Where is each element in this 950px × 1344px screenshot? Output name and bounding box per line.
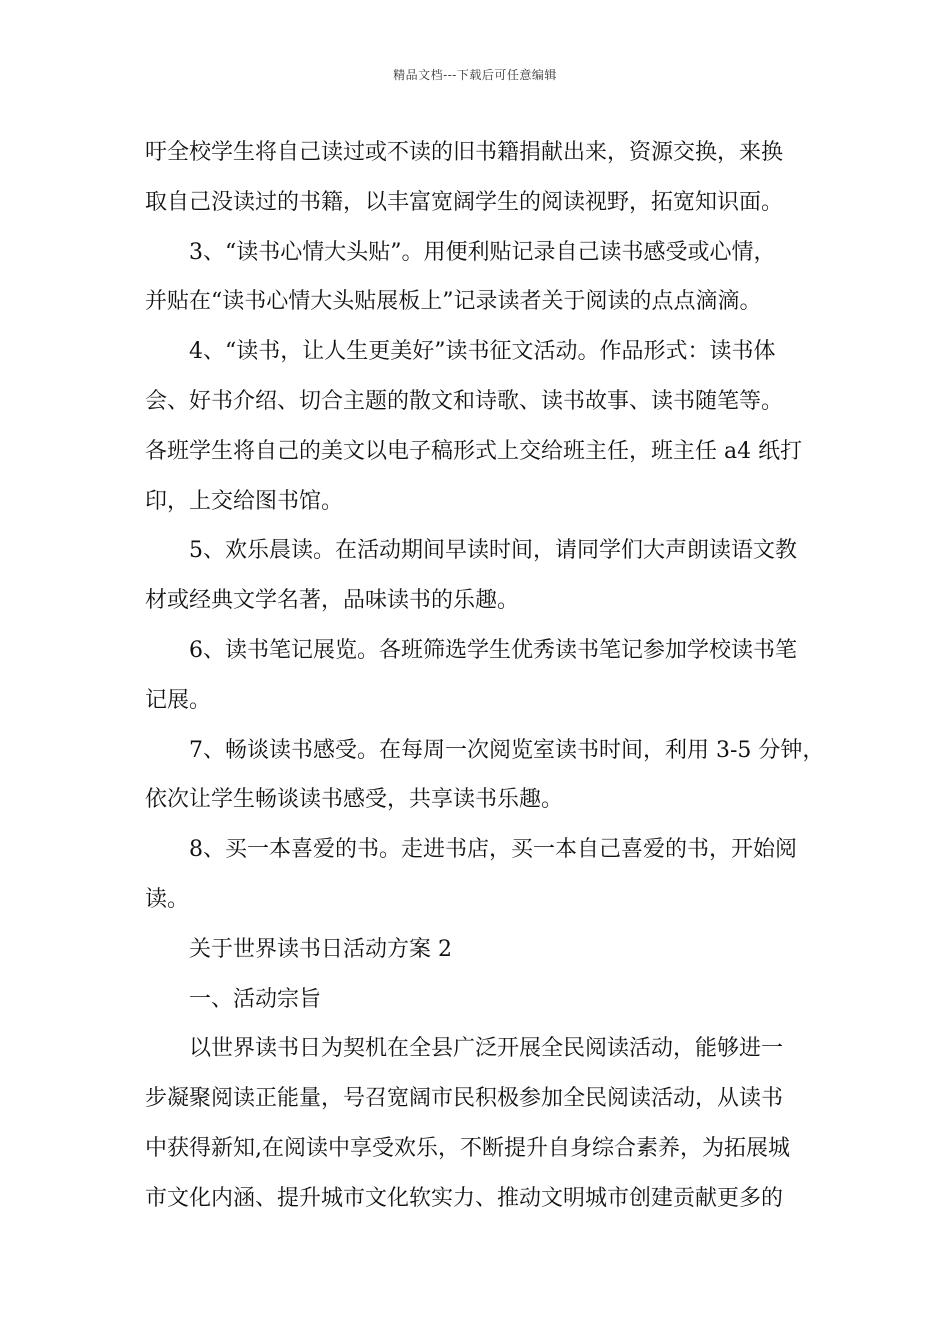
text-line: 会、好书介绍、切合主题的散文和诗歌、读书故事、读书随笔等。 — [145, 388, 784, 414]
text-line: 吁全校学生将自己读过或不读的旧书籍捐献出来，资源交换，来换 — [145, 140, 784, 165]
text-line: 印，上交给图书馆。 — [145, 488, 344, 514]
text-line: 步凝聚阅读正能量，号召宽阔市民积极参加全民阅读活动，从读书 — [145, 1086, 784, 1112]
text-line: 以世界读书日为契机在全县广泛开展全民阅读活动，能够进一 — [189, 1036, 784, 1062]
text-line: 3、“读书心情大头贴”。用便利贴记录自己读书感受或心情， — [189, 239, 776, 265]
text-line: 中获得新知,在阅读中享受欢乐，不断提升自身综合素养，为拓展城 — [145, 1135, 790, 1161]
text-line: 并贴在“读书心情大头贴展板上”记录读者关于阅读的点点滴滴。 — [145, 289, 762, 315]
text-line: 5、欢乐晨读。在活动期间早读时间，请同学们大声朗读语文教 — [189, 538, 797, 564]
text-line: 市文化内涵、提升城市文化软实力、推动文明城市创建贡献更多的 — [145, 1185, 784, 1211]
page-header: 精品文档---下载后可任意编辑 — [393, 68, 557, 82]
text-line: 依次让学生畅谈读书感受，共享读书乐趣。 — [145, 787, 564, 813]
text-line: 记展。 — [145, 687, 212, 713]
text-line: 一、活动宗旨 — [189, 986, 322, 1012]
text-line: 6、读书笔记展览。各班筛选学生优秀读书笔记参加学校读书笔 — [189, 637, 797, 663]
text-line: 材或经典文学名著，品味读书的乐趣。 — [145, 588, 520, 614]
text-line: 读。 — [145, 886, 190, 912]
text-line: 8、买一本喜爱的书。走进书店，买一本自己喜爱的书，开始阅 — [189, 837, 797, 863]
text-line: 4、“读书，让人生更美好”读书征文活动。作品形式：读书体 — [189, 339, 776, 365]
text-line: 各班学生将自己的美文以电子稿形式上交给班主任，班主任 a4 纸打 — [145, 438, 803, 464]
text-line: 取自己没读过的书籍，以丰富宽阔学生的阅读视野，拓宽知识面。 — [145, 189, 784, 215]
document-body — [145, 128, 825, 1224]
text-line: 关于世界读书日活动方案 2 — [189, 936, 452, 962]
text-line: 7、畅谈读书感受。在每周一次阅览室读书时间，利用 3-5 分钟， — [189, 737, 825, 763]
